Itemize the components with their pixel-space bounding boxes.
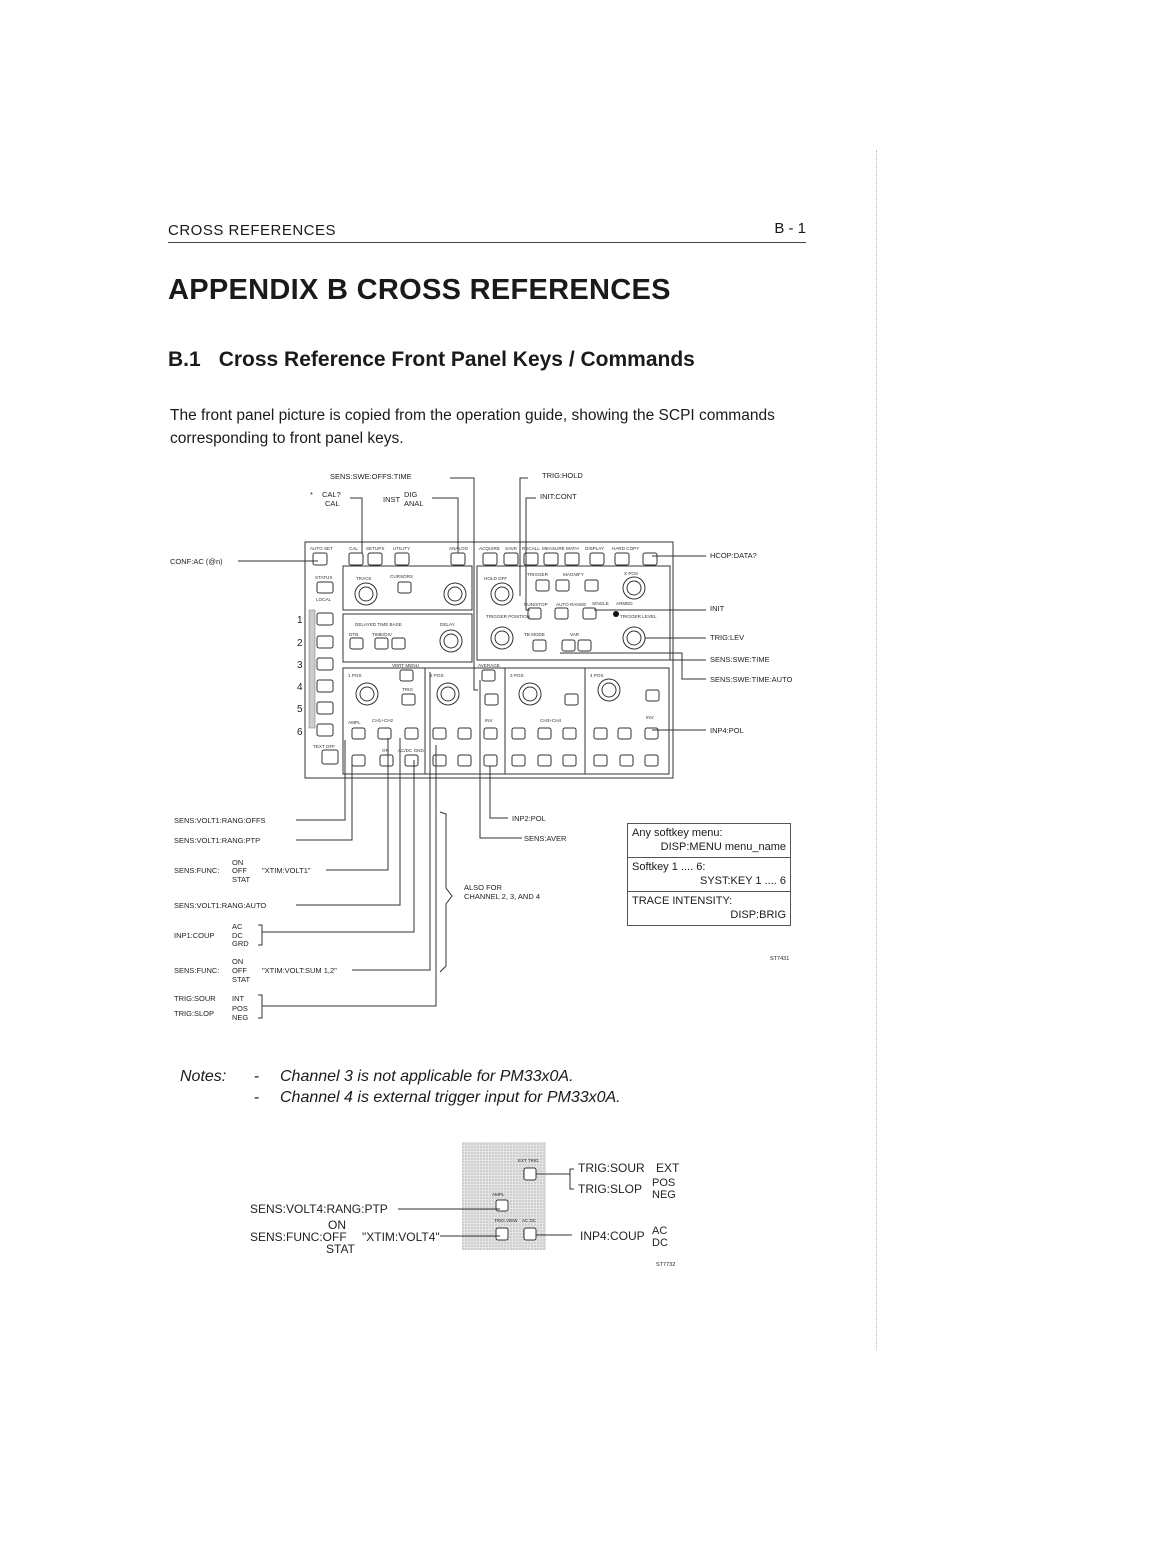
appendix-title: APPENDIX B CROSS REFERENCES [168,274,671,306]
note-item: Channel 4 is external trigger input for PM33x0A. [280,1089,621,1106]
lbl-inp4-pol: INP4:POL [710,726,744,735]
lbl-dc-1: DC [232,931,243,940]
key-delayed-time-base: DELAYED TIME BASE [355,622,402,627]
key-track: TRACK [356,576,372,581]
key-recall: RECALL [522,546,540,551]
lbl-pos: POS [232,1004,248,1013]
fig2-neg: NEG [652,1189,676,1201]
key-trigger: TRIGGER [527,572,548,577]
ext-trig-key [524,1168,536,1180]
fig1-id: ST7431 [770,956,790,962]
key-vert-menu: VERT MENU [392,663,419,668]
fig2-ext: EXT [656,1161,680,1175]
lbl-sens-swe-time: SENS:SWE:TIME [710,655,770,664]
acdc-key [524,1228,536,1240]
key-trig-view: TRIG VIEW [494,1218,518,1223]
key-status: STATUS [315,575,333,580]
lbl-channel-234: CHANNEL 2, 3, AND 4 [464,892,540,901]
fig2-pos: POS [652,1177,676,1189]
lbl-ac-1: AC [232,922,243,931]
softkey-row-label: TRACE INTENSITY: [632,895,733,907]
lbl-cal: CAL [325,499,340,508]
softkey-row-label: Any softkey menu: [632,827,723,839]
lbl-xtim-volt-sum: "XTIM:VOLT:SUM 1,2" [262,966,337,975]
key-display: DISPLAY [585,546,605,551]
fig2-stat: STAT [326,1242,355,1256]
lbl-trig-sour: TRIG:SOUR [174,994,216,1003]
fig2-inp4-coup: INP4:COUP [580,1229,645,1243]
lbl-on-2: ON [232,957,244,966]
key-single: SINGLE [592,601,609,606]
key-cal: CAL [349,546,358,551]
lbl-anal: ANAL [404,499,424,508]
softkey-number-6: 6 [297,727,303,738]
key-analog: ANALOG [449,546,469,551]
fig2-sens-func-off: SENS:FUNC:OFF [250,1230,347,1244]
section-heading: Cross Reference Front Panel Keys / Commands [218,348,695,371]
lbl-int: INT [232,994,245,1003]
key-delay: DELAY [440,622,455,627]
lbl-sens-volt1-rang-auto: SENS:VOLT1:RANG:AUTO [174,901,267,910]
lbl-sens-swe-offs-time: SENS:SWE:OFFS:TIME [330,472,412,481]
lbl-stat-2: STAT [232,975,251,984]
key-ch2-pos: 2 POS [430,673,444,678]
key-ch1-ch2: CH1+CH2 [372,718,394,723]
key-ext-trig: EXT TRIG [518,1158,539,1163]
key-var: VAR [570,632,580,637]
lbl-sens-aver: SENS:AVER [524,834,567,843]
lbl-sens-func-2: SENS:FUNC: [174,966,220,975]
lbl-inp2-pol: INP2:POL [512,814,546,823]
softkey-number-2: 2 [297,638,303,649]
key-trigger-level: TRIGGER LEVEL [620,614,657,619]
fig2-id: ST7732 [656,1262,676,1268]
key-utility: UTILITY [393,546,411,551]
lbl-sens-volt1-rang-offs: SENS:VOLT1:RANG:OFFS [174,816,266,825]
lbl-grd: GRD [232,939,249,948]
lbl-sens-swe-time-auto: SENS:SWE:TIME:AUTO [710,675,793,684]
key-magnify: MAGNIFY [563,572,584,577]
key-time-div: TIME/DIV [372,632,392,637]
note-item: Channel 3 is not applicable for PM33x0A. [280,1068,574,1085]
key-inv-2: INV [485,718,493,723]
lbl-init-cont: INIT:CONT [540,492,577,501]
softkey-number-5: 5 [297,704,303,715]
key-ch4-pos: 4 POS [590,673,604,678]
lbl-trig-lev: TRIG:LEV [710,633,745,642]
lbl-dig: DIG [404,490,418,499]
lbl-init: INIT [710,604,725,613]
key-auto-range: AUTO RANGE [556,602,587,607]
trig-view-key [496,1228,508,1240]
key-on-1: ON [382,748,389,753]
lbl-trig-slop: TRIG:SLOP [174,1009,215,1018]
fig2-sens-volt4: SENS:VOLT4:RANG:PTP [250,1202,388,1216]
key-trigger-position: TRIGGER POSITION [486,614,531,619]
lbl-also-for: ALSO FOR [464,883,502,892]
lbl-off-2: OFF [232,966,247,975]
key-math: MATH [566,546,579,551]
lbl-sens-func-1: SENS:FUNC: [174,866,220,875]
key-hard-copy: HARD COPY [612,546,640,551]
key-amp-1: AMPL [348,720,361,725]
key-tb-mode: TB MODE [524,632,545,637]
lbl-sens-volt1-rang-ptp: SENS:VOLT1:RANG:PTP [174,836,261,845]
softkey-number-3: 3 [297,660,303,671]
lbl-trig-hold: TRIG:HOLD [542,471,583,480]
key-auto-set: AUTO SET [310,546,333,551]
fig2-on: ON [328,1218,346,1232]
page-number: B - 1 [774,220,806,237]
key-setups: SETUPS [366,546,385,551]
softkey-number-1: 1 [297,615,303,626]
key-text-off: TEXT OFF [313,744,336,749]
key-x-pos: X POS [624,571,639,576]
lbl-xtim-volt1: "XTIM:VOLT1" [262,866,311,875]
lbl-inst: INST [383,495,401,504]
lbl-stat-1: STAT [232,875,251,884]
running-header-title: CROSS REFERENCES [168,222,337,239]
lbl-conf-ac: CONF:AC (@n) [170,557,223,566]
key-dtb: DTB [349,632,359,637]
key-run-stop: RUN/STOP [524,602,548,607]
key-ampl: AMPL [492,1192,505,1197]
key-ch3-pos: 3 POS [510,673,524,678]
fig2-dc: DC [652,1237,668,1249]
key-measure: MEASURE [542,546,565,551]
intro-paragraph: The front panel picture is copied from the operation guide, showing the SCPI commands corresponding to front panel keys. [170,407,775,447]
key-acdc: AC DC [522,1218,537,1223]
key-cursors: CURSORS [390,574,413,579]
softkey-row-command: SYST:KEY 1 .... 6 [699,875,786,887]
notes-label: Notes: [180,1068,227,1085]
key-ch3-ch4: CH3+CH4 [540,718,562,723]
fig2-trig-sour: TRIG:SOUR [578,1161,645,1175]
key-acquire: ACQUIRE [479,546,500,551]
fig2-ac: AC [652,1225,668,1237]
key-acdc-gnd-1: AC/DC GND [398,748,424,753]
softkey-row-command: DISP:MENU menu_name [660,841,786,853]
lbl-cal-query: CAL? [322,490,341,499]
lbl-on-1: ON [232,858,244,867]
section-number: B.1 [168,348,201,371]
key-local: LOCAL [316,597,332,602]
asterisk: * [310,490,313,499]
lbl-hcop-data: HCOP:DATA? [710,551,757,560]
key-inv-4: INV [646,715,654,720]
lbl-neg: NEG [232,1013,249,1022]
key-ch1-pos: 1 POS [348,673,362,678]
key-save: SAVE [505,546,517,551]
fig2-xtim-volt4: "XTIM:VOLT4" [362,1230,440,1244]
key-armed: ARMED [616,601,633,606]
lbl-off-1: OFF [232,866,247,875]
key-average: AVERAGE [478,663,500,668]
fig2-trig-slop: TRIG:SLOP [578,1182,643,1196]
softkey-row-command: DISP:BRIG [730,909,786,921]
lbl-inp1-coup: INP1:COUP [174,931,215,940]
softkey-number-4: 4 [297,682,303,693]
key-hold-off: HOLD OFF [484,576,508,581]
key-trig-1: TRIG [402,687,413,692]
softkey-row-label: Softkey 1 .... 6: [632,861,706,873]
